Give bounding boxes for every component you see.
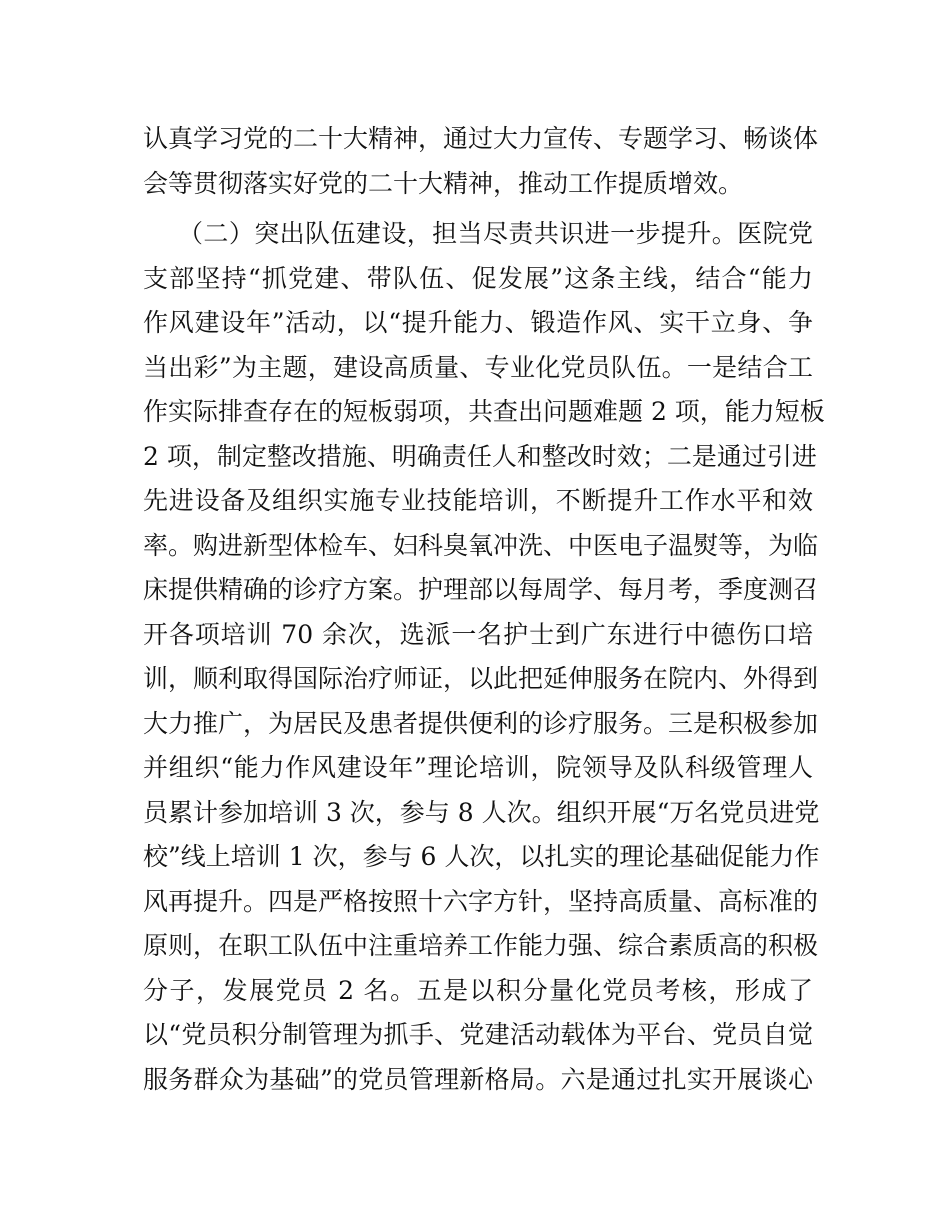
paragraph-line: 开各项培训 70 余次，选派一名护士到广东进行中德伤口培 [143,619,813,649]
paragraph-line: 2 项，制定整改措施、明确责任人和整改时效；二是通过引进 [143,441,817,471]
paragraph-line: 服务群众为基础”的党员管理新格局。六是通过扎实开展谈心 [143,1064,813,1094]
paragraph-line: 作风建设年”活动，以“提升能力、锻造作风、实干立身、争 [143,308,813,337]
paragraph-line: 分子，发展党员 2 名。五是以积分量化党员考核，形成了 [143,975,813,1005]
paragraph-line: 认真学习党的二十大精神，通过大力宣传、专题学习、畅谈体 [143,124,819,153]
paragraph-line: （二）突出队伍建设，担当尽责共识进一步提升。医院党 [178,219,813,248]
paragraph-line: 训，顺利取得国际治疗师证，以此把延伸服务在院内、外得到 [143,664,819,693]
paragraph-line: 先进设备及组织实施专业技能培训，不断提升工作水平和效 [143,486,813,515]
paragraph-line: 并组织“能力作风建设年”理论培训，院领导及队科级管理人 [143,753,813,782]
paragraph-line: 支部坚持“抓党建、带队伍、促发展”这条主线，结合“能力 [143,263,813,293]
paragraph-line: 率。购进新型体检车、妇科臭氧冲洗、中医电子温熨等，为临 [143,530,819,560]
paragraph-line: 作实际排查存在的短板弱项，共查出问题难题 2 项，能力短板 [143,397,825,426]
paragraph-line: 原则，在职工队伍中注重培养工作能力强、综合素质高的积极 [143,931,819,960]
paragraph-2 [143,212,825,1102]
paragraph-line: 风再提升。四是严格按照十六字方针，坚持高质量、高标准的 [143,886,819,916]
paragraph-1 [143,117,819,206]
paragraph-line: 当出彩”为主题，建设高质量、专业化党员队伍。一是结合工 [143,352,813,382]
paragraph-line: 会等贯彻落实好党的二十大精神，推动工作提质增效。 [143,168,744,198]
paragraph-line: 大力推广，为居民及患者提供便利的诊疗服务。三是积极参加 [143,708,819,738]
paragraph-line: 员累计参加培训 3 次，参与 8 人次。组织开展“万名党员进党 [143,797,820,827]
paragraph-line: 校”线上培训 1 次，参与 6 人次，以扎实的理论基础促能力作 [143,842,820,871]
paragraph-line: 床提供精确的诊疗方案。护理部以每周学、每月考，季度测召 [143,575,819,604]
paragraph-line: 以“党员积分制管理为抓手、党建活动载体为平台、党员自觉 [143,1020,813,1049]
